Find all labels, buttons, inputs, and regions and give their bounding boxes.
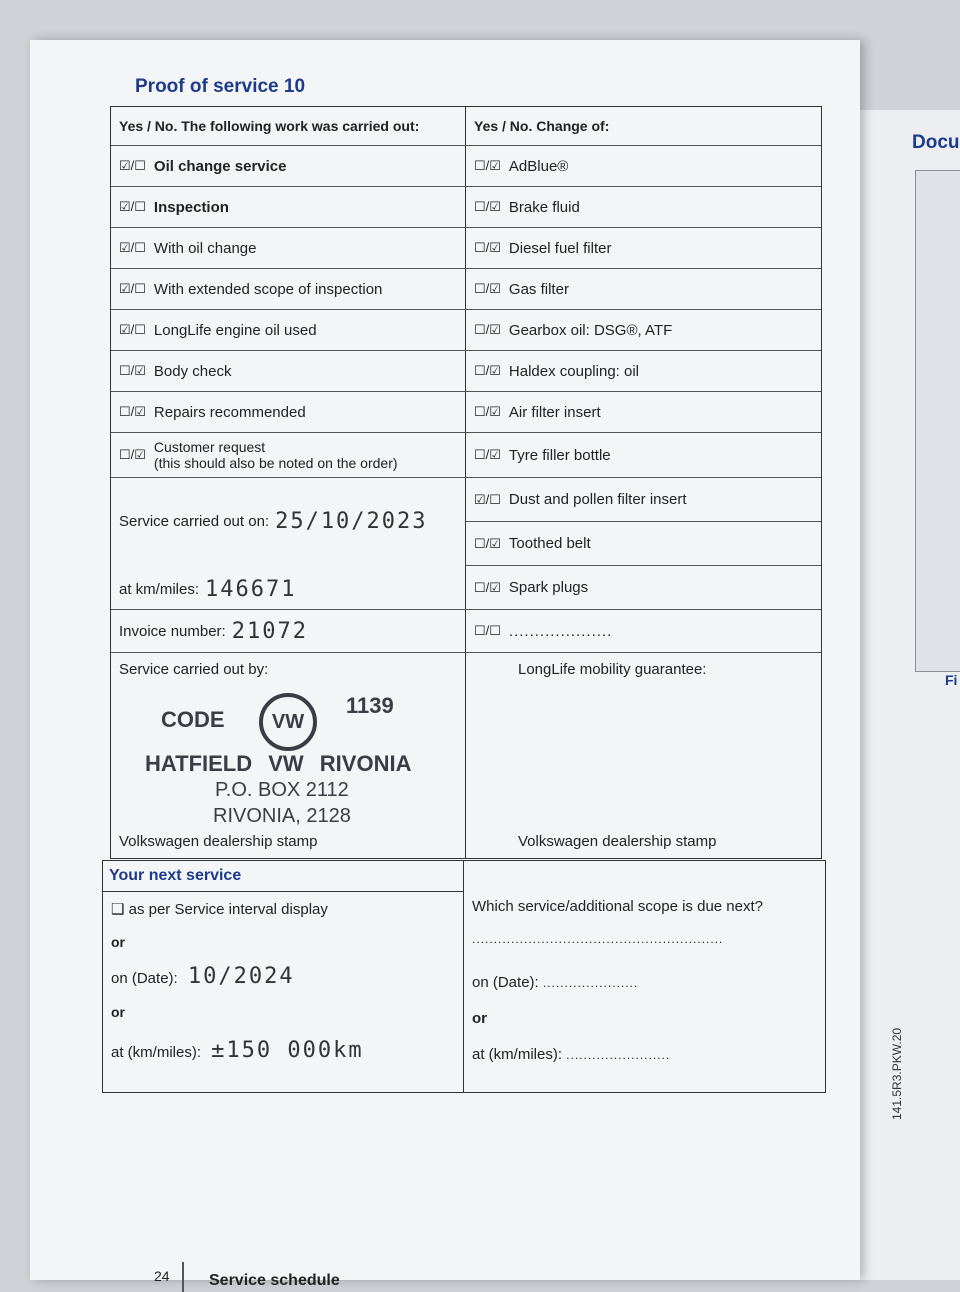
right-item-7-label: Tyre filler bottle <box>508 446 611 464</box>
left-item-5 <box>111 351 466 391</box>
stamp-code: CODE <box>161 707 225 732</box>
stamp-dealer-name: HATFIELD VW RIVONIA <box>145 751 412 776</box>
left-item-5-label: Body check <box>153 362 232 380</box>
or-label-2: or <box>111 1004 125 1020</box>
stamp-row <box>111 653 821 858</box>
date-km-cell <box>111 478 466 609</box>
left-item-1-label: Inspection <box>153 198 229 216</box>
right-or-label: or <box>472 1010 487 1027</box>
stamp-city: RIVONIA, 2128 <box>213 805 351 827</box>
left-item-5-checkbox[interactable]: ☐/☑ <box>119 363 146 378</box>
footer-title: Service schedule <box>209 1272 340 1289</box>
right-page-title: Docu <box>912 132 960 153</box>
right-item-8-label: Dust and pollen filter insert <box>508 491 687 508</box>
right-item-7-checkbox[interactable]: ☐/☑ <box>474 447 501 462</box>
left-header: Yes / No. The following work was carried out: <box>111 107 466 145</box>
interval-option[interactable]: ❑ as per Service interval display <box>111 901 328 918</box>
right-date-field <box>472 974 638 991</box>
service-date-label: Service carried out on: <box>119 512 270 530</box>
right-item-3 <box>466 269 821 309</box>
right-item-6-label: Air filter insert <box>508 403 601 421</box>
right-item-11-label: .................... <box>508 622 613 640</box>
right-date-label: on (Date): <box>472 974 539 991</box>
right-item-3-label: Gas filter <box>508 280 569 298</box>
left-item-0-checkbox[interactable]: ☑/☐ <box>119 158 146 173</box>
item-row <box>111 351 821 392</box>
next-service-left <box>103 892 464 1092</box>
left-item-2-checkbox[interactable]: ☑/☐ <box>119 240 146 255</box>
right-item-11-checkbox[interactable]: ☐/☐ <box>474 623 501 638</box>
right-page-code: 141.5R3.PKW.20 <box>890 1027 904 1120</box>
right-item-4 <box>466 310 821 350</box>
right-item-10 <box>466 566 821 609</box>
next-km-value: ±150 000km <box>211 1038 364 1063</box>
left-item-0-label: Oil change service <box>153 157 287 175</box>
dealer-stamp <box>141 689 441 827</box>
right-item-7 <box>466 433 821 477</box>
right-item-1 <box>466 187 821 227</box>
invoice-field <box>111 610 466 652</box>
stamp-number: 1139 <box>346 693 394 718</box>
page-title: Proof of service 10 <box>135 76 306 97</box>
right-item-2-label: Diesel fuel filter <box>508 239 612 257</box>
left-item-3 <box>111 269 466 309</box>
item-row <box>111 228 821 269</box>
right-items-lower <box>466 478 821 609</box>
right-item-3-checkbox[interactable]: ☐/☑ <box>474 281 501 296</box>
left-item-1-checkbox[interactable]: ☑/☐ <box>119 199 146 214</box>
left-item-4 <box>111 310 466 350</box>
booklet-page <box>30 40 860 1289</box>
longlife-label: LongLife mobility guarantee: <box>518 661 707 678</box>
right-item-10-checkbox[interactable]: ☐/☑ <box>474 579 501 595</box>
right-item-11 <box>466 610 821 652</box>
customer-request-label: Customer request <box>153 439 266 455</box>
km-field <box>111 569 465 609</box>
dealer-stamp-cell <box>111 653 466 858</box>
right-item-9-label: Toothed belt <box>508 535 591 552</box>
next-service-box <box>102 860 826 1093</box>
or-label-1: or <box>111 934 125 950</box>
footer-divider <box>182 1262 184 1292</box>
next-km-label: at (km/miles): <box>111 1044 201 1061</box>
right-item-9-checkbox[interactable]: ☐/☑ <box>474 535 501 551</box>
left-item-6-checkbox[interactable]: ☐/☑ <box>119 404 146 419</box>
right-item-6 <box>466 392 821 432</box>
which-service-label: Which service/additional scope is due next? <box>472 898 763 915</box>
item-row <box>111 187 821 228</box>
right-item-1-checkbox[interactable]: ☐/☑ <box>474 199 501 214</box>
right-item-4-checkbox[interactable]: ☐/☑ <box>474 322 501 337</box>
next-service-heading: Your next service <box>103 861 464 892</box>
right-item-10-label: Spark plugs <box>508 579 589 596</box>
right-item-9 <box>466 522 821 566</box>
stamp-label-right: Volkswagen dealership stamp <box>518 833 717 850</box>
invoice-value: 21072 <box>231 618 308 644</box>
customer-request-note: (this should also be noted on the order) <box>153 455 398 471</box>
km-label: at km/miles: <box>119 580 200 598</box>
left-item-2-label: With oil change <box>153 239 257 257</box>
left-item-2 <box>111 228 466 268</box>
service-date-value: 25/10/2023 <box>275 508 428 534</box>
right-item-1-label: Brake fluid <box>508 198 580 216</box>
left-item-6 <box>111 392 466 432</box>
item-row <box>111 269 821 310</box>
next-km-field <box>111 1038 364 1063</box>
right-km-field <box>472 1046 670 1063</box>
item-row <box>111 392 821 433</box>
stamp-po-box: P.O. BOX 2112 <box>215 779 349 801</box>
km-value: 146671 <box>205 576 297 602</box>
right-page <box>860 110 960 1280</box>
vw-logo-icon: VW <box>259 693 317 751</box>
right-km-dots[interactable]: ........................ <box>566 1048 671 1062</box>
right-page-box <box>915 170 960 672</box>
left-item-4-checkbox[interactable]: ☑/☐ <box>119 322 146 337</box>
right-page-heading: Fi <box>945 672 958 688</box>
right-km-label: at (km/miles): <box>472 1046 562 1063</box>
right-item-6-checkbox[interactable]: ☐/☑ <box>474 404 501 419</box>
right-date-dots[interactable]: ...................... <box>542 976 639 990</box>
right-item-5-checkbox[interactable]: ☐/☑ <box>474 363 501 378</box>
right-item-0 <box>466 146 821 186</box>
right-item-5-label: Haldex coupling: oil <box>508 362 639 380</box>
service-grid <box>110 106 822 859</box>
left-item-3-checkbox[interactable]: ☑/☐ <box>119 281 146 296</box>
next-date-field <box>111 964 295 989</box>
customer-request-row <box>111 433 821 478</box>
right-header: Yes / No. Change of: <box>474 118 610 134</box>
right-item-0-label: AdBlue® <box>508 157 569 175</box>
left-item-6-label: Repairs recommended <box>153 403 306 421</box>
right-item-8-checkbox[interactable]: ☑/☐ <box>474 491 501 507</box>
right-item-0-checkbox[interactable]: ☐/☑ <box>474 158 501 173</box>
carried-by-label: Service carried out by: <box>119 661 269 678</box>
longlife-cell <box>466 653 821 858</box>
item-row <box>111 310 821 351</box>
next-service-body <box>103 892 825 1092</box>
invoice-row <box>111 610 821 653</box>
service-date-row <box>111 478 821 610</box>
customer-request-checkbox[interactable]: ☐/☑ <box>119 447 146 462</box>
grid-header-row <box>111 107 821 146</box>
stamp-label-left: Volkswagen dealership stamp <box>119 833 318 850</box>
left-item-1 <box>111 187 466 227</box>
left-item-4-label: LongLife engine oil used <box>153 321 317 339</box>
right-item-4-label: Gearbox oil: DSG®, ATF <box>508 321 673 339</box>
which-service-dots[interactable]: .......................................................... <box>472 932 724 946</box>
right-item-8 <box>466 478 821 522</box>
left-item-0 <box>111 146 466 186</box>
item-row <box>111 146 821 187</box>
left-item-3-label: With extended scope of inspection <box>153 280 383 298</box>
right-item-2-checkbox[interactable]: ☐/☑ <box>474 240 501 255</box>
next-date-value: 10/2024 <box>187 964 295 989</box>
right-item-5 <box>466 351 821 391</box>
customer-request-cell <box>111 433 466 477</box>
page-number: 24 <box>154 1268 170 1284</box>
right-item-2 <box>466 228 821 268</box>
next-service-right <box>464 892 825 1092</box>
next-date-label: on (Date): <box>111 970 178 987</box>
service-date-field <box>111 478 465 564</box>
invoice-label: Invoice number: <box>119 622 226 640</box>
